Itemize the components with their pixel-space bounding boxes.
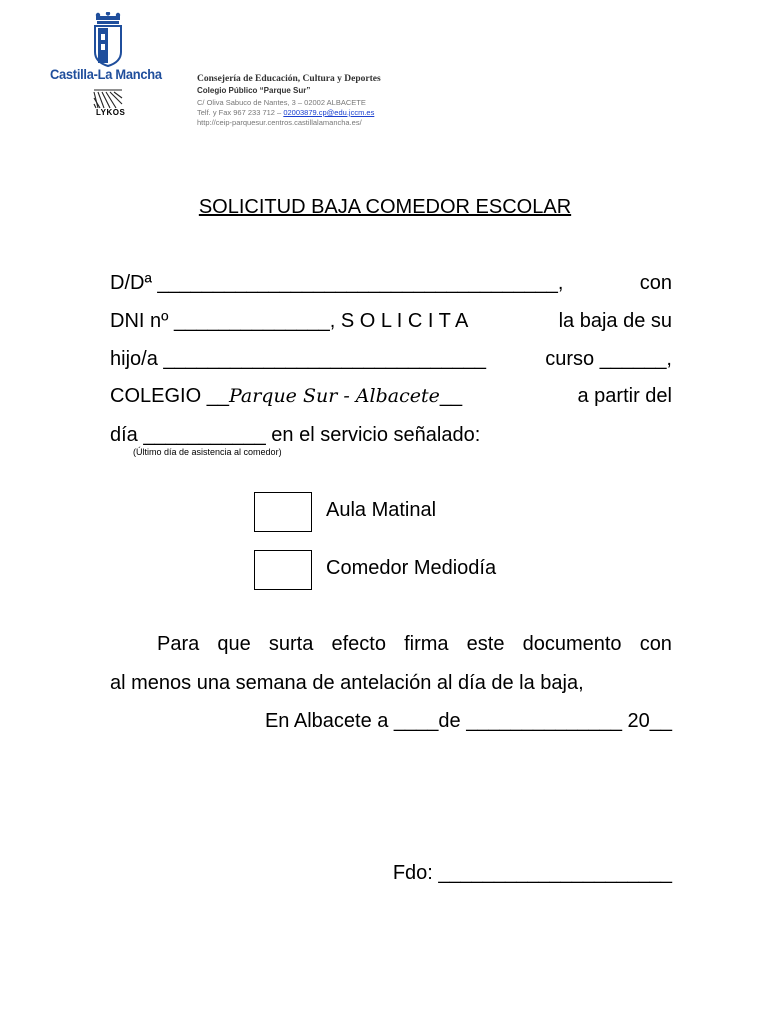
closing-word: surta (268, 633, 314, 655)
name-line: D/Dª ____________________________________, (110, 272, 564, 294)
document-title (0, 196, 770, 219)
school-website[interactable]: http://ceip-parquesur.centros.castillalamancha.es/ (197, 118, 362, 127)
handwritten-school: Parque Sur - Albacete (228, 385, 440, 407)
aula-matinal-label: Aula Matinal (326, 499, 437, 521)
phone-text: Telf. y Fax 967 233 712 – (197, 108, 284, 117)
dni-line: DNI nº ______________, S O L I C I T A (110, 310, 469, 332)
aula-matinal-checkbox[interactable] (254, 492, 312, 532)
brand-name: Castilla-La Mancha (50, 66, 162, 82)
closing-line-1 (157, 633, 672, 656)
school-name: Colegio Público “Parque Sur” (197, 86, 311, 95)
logo-caption: LYKOS (96, 108, 126, 117)
child-line: hijo/a _____________________________ (110, 348, 486, 370)
closing-word: este (466, 633, 505, 655)
dni-line-end: la baja de su (558, 310, 672, 332)
closing-word: firma (404, 633, 449, 655)
school-contact (197, 108, 374, 117)
comedor-mediodia-checkbox[interactable] (254, 550, 312, 590)
name-line-end: con (639, 272, 672, 294)
ministry-name: Consejería de Educación, Cultura y Deportes (197, 74, 381, 84)
closing-word: con (639, 633, 672, 655)
email-link[interactable]: 02003879.cp@edu.jccm.es (283, 108, 375, 117)
course-field: curso ______, (545, 348, 672, 370)
school-line-suffix: __ (439, 385, 463, 407)
date-field-line: día ___________ en el servicio señalado: (110, 424, 481, 446)
school-line-prefix: COLEGIO __ (110, 385, 229, 407)
comedor-mediodia-label: Comedor Mediodía (326, 557, 497, 579)
closing-word: que (217, 633, 251, 655)
title-text: SOLICITUD BAJA COMEDOR ESCOLAR (198, 196, 572, 218)
closing-word: Para (157, 633, 200, 655)
school-line (110, 385, 462, 408)
closing-word: efecto (331, 633, 386, 655)
date-line: En Albacete a ____de ______________ 20__ (264, 710, 672, 732)
signature-line: Fdo: _____________________ (392, 862, 672, 884)
closing-word: documento (522, 633, 622, 655)
closing-line-2: al menos una semana de antelación al día de la baja, (110, 672, 584, 694)
date-note: (Último día de asistencia al comedor) (133, 447, 282, 457)
school-line-end: a partir del (577, 385, 672, 407)
school-address: C/ Oliva Sabuco de Nantes, 3 – 02002 ALBACETE (197, 98, 366, 107)
